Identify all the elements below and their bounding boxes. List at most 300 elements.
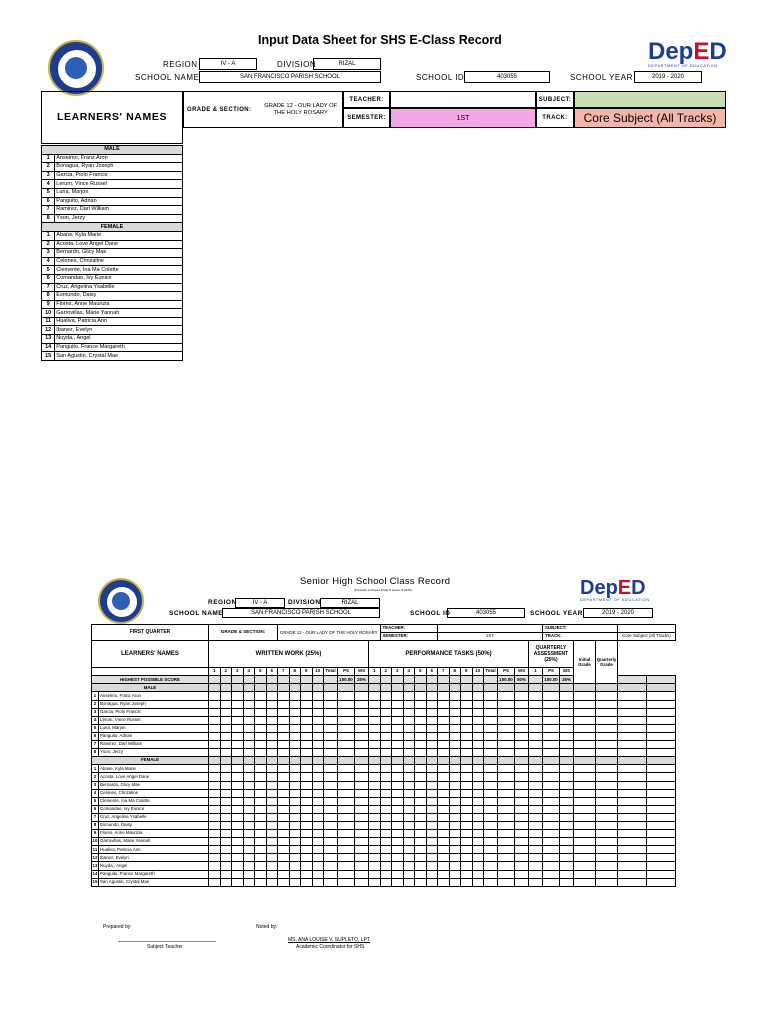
score-cell[interactable] — [243, 724, 255, 732]
score-cell[interactable] — [355, 692, 369, 700]
score-cell[interactable] — [560, 716, 574, 724]
score-cell[interactable] — [338, 854, 355, 862]
score-cell[interactable] — [289, 700, 301, 708]
score-cell[interactable] — [278, 862, 290, 870]
score-cell[interactable] — [647, 716, 676, 724]
score-cell[interactable] — [266, 821, 278, 829]
score-cell[interactable] — [560, 749, 574, 757]
score-cell[interactable] — [647, 862, 676, 870]
score-cell[interactable] — [301, 724, 313, 732]
score-cell[interactable] — [209, 821, 221, 829]
score-cell[interactable] — [461, 805, 473, 813]
score-cell[interactable] — [278, 789, 290, 797]
score-cell[interactable] — [438, 821, 450, 829]
score-cell[interactable] — [484, 732, 498, 740]
score-cell[interactable] — [355, 846, 369, 854]
score-cell[interactable] — [324, 878, 338, 886]
score-cell[interactable] — [560, 805, 574, 813]
score-cell[interactable] — [618, 821, 647, 829]
learner-name[interactable]: Nuyda,, Angel — [55, 335, 183, 344]
score-cell[interactable] — [449, 878, 461, 886]
score-cell[interactable] — [392, 765, 404, 773]
score-cell[interactable] — [289, 838, 301, 846]
hps-cell[interactable] — [220, 676, 232, 684]
score-cell[interactable] — [380, 813, 392, 821]
score-cell[interactable] — [369, 749, 381, 757]
score-cell[interactable] — [472, 854, 484, 862]
score-cell[interactable] — [543, 830, 560, 838]
score-cell[interactable] — [484, 846, 498, 854]
score-cell[interactable] — [596, 838, 618, 846]
score-cell[interactable] — [301, 692, 313, 700]
score-cell[interactable] — [266, 749, 278, 757]
score-cell[interactable] — [647, 741, 676, 749]
score-cell[interactable] — [380, 878, 392, 886]
score-cell[interactable] — [301, 749, 313, 757]
score-cell[interactable] — [498, 821, 515, 829]
score-cell[interactable] — [301, 741, 313, 749]
score-cell[interactable] — [472, 870, 484, 878]
score-cell[interactable] — [324, 862, 338, 870]
score-cell[interactable] — [647, 732, 676, 740]
score-cell[interactable] — [461, 749, 473, 757]
score-cell[interactable] — [543, 700, 560, 708]
score-cell[interactable] — [392, 749, 404, 757]
score-cell[interactable] — [380, 716, 392, 724]
score-cell[interactable] — [574, 741, 596, 749]
score-cell[interactable] — [220, 773, 232, 781]
region-field[interactable]: IV - A — [199, 58, 257, 70]
score-cell[interactable] — [498, 708, 515, 716]
score-cell[interactable] — [380, 700, 392, 708]
learner-name[interactable]: Celones, Chrizaline — [55, 257, 183, 266]
score-cell[interactable] — [529, 700, 543, 708]
score-cell[interactable] — [243, 692, 255, 700]
score-cell[interactable] — [515, 878, 529, 886]
score-cell[interactable] — [392, 846, 404, 854]
score-cell[interactable] — [220, 765, 232, 773]
score-cell[interactable] — [403, 692, 415, 700]
score-cell[interactable] — [498, 878, 515, 886]
score-cell[interactable] — [255, 749, 267, 757]
score-cell[interactable] — [647, 708, 676, 716]
score-cell[interactable] — [278, 854, 290, 862]
learner-name[interactable]: Yson, Jerzy — [55, 214, 183, 223]
score-cell[interactable] — [543, 846, 560, 854]
score-cell[interactable] — [301, 789, 313, 797]
hps-cell[interactable] — [301, 676, 313, 684]
score-cell[interactable] — [529, 797, 543, 805]
score-cell[interactable] — [278, 700, 290, 708]
score-cell[interactable] — [209, 870, 221, 878]
score-cell[interactable] — [484, 854, 498, 862]
score-cell[interactable] — [618, 749, 647, 757]
score-cell[interactable] — [461, 813, 473, 821]
score-cell[interactable] — [243, 878, 255, 886]
score-cell[interactable] — [515, 838, 529, 846]
score-cell[interactable] — [312, 716, 324, 724]
score-cell[interactable] — [338, 716, 355, 724]
score-cell[interactable] — [243, 789, 255, 797]
score-cell[interactable] — [232, 732, 244, 740]
score-cell[interactable] — [403, 781, 415, 789]
score-cell[interactable] — [255, 813, 267, 821]
score-cell[interactable] — [543, 716, 560, 724]
score-cell[interactable] — [301, 846, 313, 854]
score-cell[interactable] — [529, 741, 543, 749]
score-cell[interactable] — [355, 854, 369, 862]
learner-name[interactable]: Garrovillas, Marie Yannah — [55, 309, 183, 318]
learner-name[interactable]: Panguito, France Margareth — [55, 343, 183, 352]
score-cell[interactable] — [498, 732, 515, 740]
score-cell[interactable] — [498, 830, 515, 838]
score-cell[interactable] — [596, 813, 618, 821]
score-cell[interactable] — [574, 716, 596, 724]
score-cell[interactable] — [232, 716, 244, 724]
score-cell[interactable] — [484, 700, 498, 708]
score-cell[interactable] — [560, 781, 574, 789]
score-cell[interactable] — [380, 724, 392, 732]
score-cell[interactable] — [369, 773, 381, 781]
score-cell[interactable] — [498, 773, 515, 781]
score-cell[interactable] — [515, 821, 529, 829]
score-cell[interactable] — [574, 724, 596, 732]
score-cell[interactable] — [380, 692, 392, 700]
score-cell[interactable] — [255, 708, 267, 716]
score-cell[interactable] — [209, 773, 221, 781]
score-cell[interactable] — [403, 854, 415, 862]
score-cell[interactable] — [449, 700, 461, 708]
score-cell[interactable] — [209, 789, 221, 797]
score-cell[interactable] — [449, 846, 461, 854]
score-cell[interactable] — [647, 821, 676, 829]
score-cell[interactable] — [355, 797, 369, 805]
score-cell[interactable] — [438, 749, 450, 757]
score-cell[interactable] — [596, 862, 618, 870]
score-cell[interactable] — [289, 821, 301, 829]
score-cell[interactable] — [484, 830, 498, 838]
score-cell[interactable] — [449, 781, 461, 789]
score-cell[interactable] — [426, 862, 438, 870]
score-cell[interactable] — [312, 805, 324, 813]
score-cell[interactable] — [324, 773, 338, 781]
score-cell[interactable] — [338, 813, 355, 821]
score-cell[interactable] — [415, 700, 427, 708]
learner-name[interactable]: Hualiva, Patricia Ann — [55, 317, 183, 326]
score-cell[interactable] — [484, 870, 498, 878]
score-cell[interactable] — [312, 854, 324, 862]
score-cell[interactable] — [449, 749, 461, 757]
score-cell[interactable] — [472, 741, 484, 749]
school-name-field[interactable]: SAN FRANCISCO PARISH SCHOOL — [199, 71, 381, 83]
score-cell[interactable] — [355, 838, 369, 846]
score-cell[interactable] — [426, 700, 438, 708]
score-cell[interactable] — [472, 708, 484, 716]
hps-cell[interactable] — [426, 676, 438, 684]
score-cell[interactable] — [498, 789, 515, 797]
score-cell[interactable] — [484, 716, 498, 724]
score-cell[interactable] — [472, 813, 484, 821]
score-cell[interactable] — [392, 741, 404, 749]
score-cell[interactable] — [369, 700, 381, 708]
score-cell[interactable] — [392, 692, 404, 700]
score-cell[interactable] — [209, 878, 221, 886]
score-cell[interactable] — [438, 741, 450, 749]
score-cell[interactable] — [392, 732, 404, 740]
score-cell[interactable] — [392, 821, 404, 829]
score-cell[interactable] — [209, 813, 221, 821]
score-cell[interactable] — [484, 741, 498, 749]
score-cell[interactable] — [529, 773, 543, 781]
score-cell[interactable] — [543, 813, 560, 821]
score-cell[interactable] — [560, 846, 574, 854]
score-cell[interactable] — [543, 797, 560, 805]
score-cell[interactable] — [278, 797, 290, 805]
score-cell[interactable] — [498, 700, 515, 708]
score-cell[interactable] — [438, 830, 450, 838]
score-cell[interactable] — [301, 716, 313, 724]
score-cell[interactable] — [449, 789, 461, 797]
score-cell[interactable] — [338, 846, 355, 854]
learner-name[interactable]: San Agustin, Crystal Mae — [55, 352, 183, 361]
score-cell[interactable] — [220, 741, 232, 749]
score-cell[interactable] — [515, 692, 529, 700]
teacher-field[interactable] — [390, 91, 536, 108]
score-cell[interactable] — [560, 854, 574, 862]
score-cell[interactable] — [472, 862, 484, 870]
score-cell[interactable] — [220, 862, 232, 870]
score-cell[interactable] — [515, 732, 529, 740]
score-cell[interactable] — [355, 878, 369, 886]
score-cell[interactable] — [266, 870, 278, 878]
score-cell[interactable] — [255, 878, 267, 886]
score-cell[interactable] — [209, 805, 221, 813]
score-cell[interactable] — [449, 741, 461, 749]
score-cell[interactable] — [369, 862, 381, 870]
score-cell[interactable] — [426, 878, 438, 886]
score-cell[interactable] — [472, 716, 484, 724]
score-cell[interactable] — [618, 878, 647, 886]
school-year-field[interactable]: 2019 - 2020 — [634, 71, 702, 83]
score-cell[interactable] — [289, 781, 301, 789]
score-cell[interactable] — [380, 741, 392, 749]
score-cell[interactable] — [392, 830, 404, 838]
score-cell[interactable] — [543, 789, 560, 797]
score-cell[interactable] — [647, 765, 676, 773]
score-cell[interactable] — [543, 749, 560, 757]
score-cell[interactable] — [324, 708, 338, 716]
score-cell[interactable] — [515, 708, 529, 716]
score-cell[interactable] — [618, 846, 647, 854]
score-cell[interactable] — [438, 805, 450, 813]
score-cell[interactable] — [243, 870, 255, 878]
score-cell[interactable] — [369, 741, 381, 749]
score-cell[interactable] — [647, 878, 676, 886]
score-cell[interactable] — [243, 700, 255, 708]
learner-name[interactable]: Ramirez, Darl William — [55, 206, 183, 215]
score-cell[interactable] — [369, 724, 381, 732]
score-cell[interactable] — [529, 716, 543, 724]
score-cell[interactable] — [232, 813, 244, 821]
score-cell[interactable] — [324, 741, 338, 749]
score-cell[interactable] — [461, 846, 473, 854]
learner-name[interactable]: Ibanez, Evelyn — [55, 326, 183, 335]
score-cell[interactable] — [403, 700, 415, 708]
score-cell[interactable] — [243, 749, 255, 757]
score-cell[interactable] — [301, 781, 313, 789]
score-cell[interactable] — [647, 813, 676, 821]
score-cell[interactable] — [515, 781, 529, 789]
score-cell[interactable] — [426, 724, 438, 732]
score-cell[interactable] — [618, 805, 647, 813]
score-cell[interactable] — [266, 854, 278, 862]
score-cell[interactable] — [255, 862, 267, 870]
score-cell[interactable] — [415, 862, 427, 870]
score-cell[interactable] — [515, 773, 529, 781]
hps-cell[interactable] — [243, 676, 255, 684]
learner-name[interactable]: Abane, Kyla Marie — [55, 231, 183, 240]
score-cell[interactable] — [415, 830, 427, 838]
score-cell[interactable] — [232, 700, 244, 708]
score-cell[interactable] — [403, 805, 415, 813]
score-cell[interactable] — [392, 878, 404, 886]
score-cell[interactable] — [266, 716, 278, 724]
score-cell[interactable] — [472, 821, 484, 829]
score-cell[interactable] — [232, 765, 244, 773]
score-cell[interactable] — [289, 854, 301, 862]
score-cell[interactable] — [498, 870, 515, 878]
score-cell[interactable] — [355, 741, 369, 749]
score-cell[interactable] — [266, 838, 278, 846]
score-cell[interactable] — [543, 870, 560, 878]
score-cell[interactable] — [596, 870, 618, 878]
score-cell[interactable] — [301, 862, 313, 870]
score-cell[interactable] — [338, 724, 355, 732]
score-cell[interactable] — [380, 765, 392, 773]
score-cell[interactable] — [543, 805, 560, 813]
score-cell[interactable] — [438, 732, 450, 740]
score-cell[interactable] — [278, 838, 290, 846]
score-cell[interactable] — [324, 805, 338, 813]
score-cell[interactable] — [472, 830, 484, 838]
score-cell[interactable] — [338, 765, 355, 773]
score-cell[interactable] — [647, 854, 676, 862]
score-cell[interactable] — [574, 708, 596, 716]
score-cell[interactable] — [278, 813, 290, 821]
score-cell[interactable] — [255, 781, 267, 789]
score-cell[interactable] — [472, 846, 484, 854]
score-cell[interactable] — [266, 878, 278, 886]
score-cell[interactable] — [529, 830, 543, 838]
score-cell[interactable] — [338, 749, 355, 757]
score-cell[interactable] — [289, 805, 301, 813]
score-cell[interactable] — [220, 732, 232, 740]
score-cell[interactable] — [472, 805, 484, 813]
score-cell[interactable] — [380, 830, 392, 838]
score-cell[interactable] — [220, 781, 232, 789]
score-cell[interactable] — [498, 741, 515, 749]
score-cell[interactable] — [392, 708, 404, 716]
score-cell[interactable] — [312, 692, 324, 700]
score-cell[interactable] — [403, 797, 415, 805]
score-cell[interactable] — [415, 789, 427, 797]
score-cell[interactable] — [232, 741, 244, 749]
score-cell[interactable] — [232, 846, 244, 854]
score-cell[interactable] — [543, 765, 560, 773]
score-cell[interactable] — [312, 830, 324, 838]
score-cell[interactable] — [220, 724, 232, 732]
score-cell[interactable] — [301, 708, 313, 716]
score-cell[interactable] — [209, 797, 221, 805]
score-cell[interactable] — [392, 724, 404, 732]
score-cell[interactable] — [647, 797, 676, 805]
score-cell[interactable] — [232, 870, 244, 878]
score-cell[interactable] — [438, 765, 450, 773]
score-cell[interactable] — [596, 708, 618, 716]
score-cell[interactable] — [312, 846, 324, 854]
learner-name[interactable]: Bernardo, Glicy Mae — [55, 249, 183, 258]
score-cell[interactable] — [324, 821, 338, 829]
score-cell[interactable] — [403, 813, 415, 821]
score-cell[interactable] — [355, 821, 369, 829]
score-cell[interactable] — [380, 749, 392, 757]
score-cell[interactable] — [355, 781, 369, 789]
score-cell[interactable] — [415, 741, 427, 749]
score-cell[interactable] — [392, 773, 404, 781]
score-cell[interactable] — [515, 805, 529, 813]
score-cell[interactable] — [278, 724, 290, 732]
score-cell[interactable] — [461, 741, 473, 749]
score-cell[interactable] — [289, 773, 301, 781]
score-cell[interactable] — [426, 773, 438, 781]
score-cell[interactable] — [574, 765, 596, 773]
score-cell[interactable] — [472, 781, 484, 789]
score-cell[interactable] — [498, 813, 515, 821]
score-cell[interactable] — [472, 724, 484, 732]
score-cell[interactable] — [618, 813, 647, 821]
score-cell[interactable] — [380, 732, 392, 740]
score-cell[interactable] — [515, 870, 529, 878]
score-cell[interactable] — [278, 708, 290, 716]
score-cell[interactable] — [529, 708, 543, 716]
track-field[interactable]: Core Subject (All Tracks) — [574, 108, 726, 128]
learner-name[interactable]: Esmundo, Daisy — [55, 292, 183, 301]
learner-name[interactable]: Acosta, Love Angel Dane — [55, 240, 183, 249]
score-cell[interactable] — [574, 749, 596, 757]
score-cell[interactable] — [255, 692, 267, 700]
score-cell[interactable] — [209, 749, 221, 757]
score-cell[interactable] — [498, 797, 515, 805]
score-cell[interactable] — [380, 805, 392, 813]
score-cell[interactable] — [403, 765, 415, 773]
score-cell[interactable] — [647, 749, 676, 757]
score-cell[interactable] — [498, 805, 515, 813]
score-cell[interactable] — [498, 854, 515, 862]
score-cell[interactable] — [596, 741, 618, 749]
score-cell[interactable] — [647, 724, 676, 732]
score-cell[interactable] — [560, 830, 574, 838]
score-cell[interactable] — [515, 854, 529, 862]
score-cell[interactable] — [415, 813, 427, 821]
score-cell[interactable] — [403, 870, 415, 878]
subject-field[interactable] — [618, 625, 676, 633]
score-cell[interactable] — [369, 846, 381, 854]
score-cell[interactable] — [243, 708, 255, 716]
score-cell[interactable] — [278, 878, 290, 886]
score-cell[interactable] — [232, 781, 244, 789]
score-cell[interactable] — [449, 838, 461, 846]
subject-field[interactable] — [574, 91, 726, 108]
